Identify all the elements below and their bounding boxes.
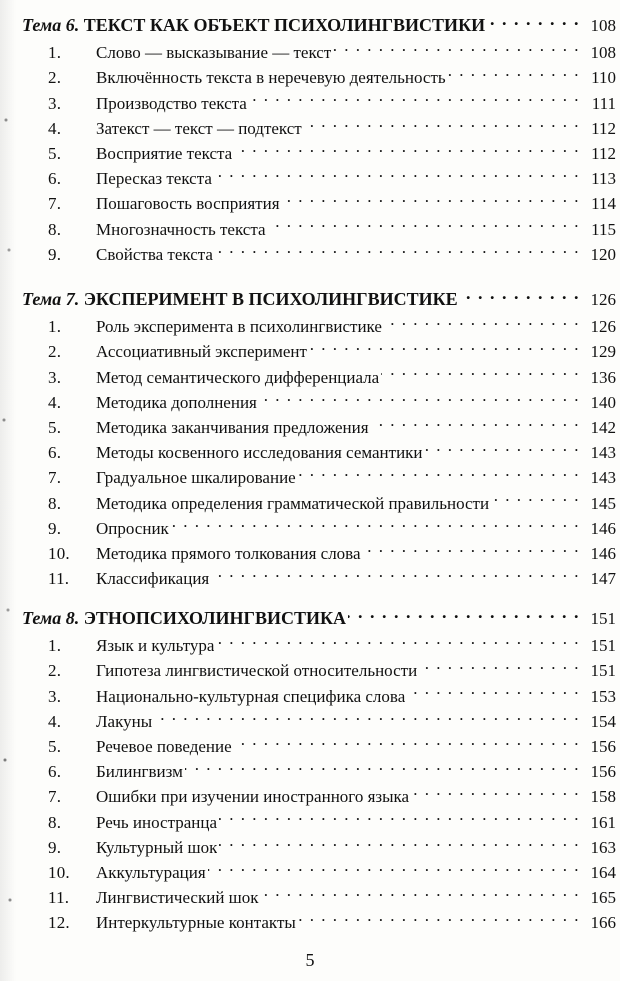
page-number: 142 [590,417,616,437]
entry-title: Восприятие текста [96,143,233,163]
leader-dots [304,109,580,134]
page-number: 108 [590,16,616,36]
page-number: 143 [590,468,616,488]
entry-title: Гипотеза лингвистической относительности [96,661,418,681]
page-number: 112 [591,143,616,163]
entry-number: 1. [48,636,62,656]
leader-dots [448,58,580,83]
leader-dots [216,626,580,651]
entry-title: Речь иностранца [96,812,217,832]
entry-title: Производство текста [96,93,247,113]
entry-title: Билингвизм [96,762,183,782]
page-number: 153 [590,686,616,706]
page-number: 156 [590,762,616,782]
leader-dots [282,184,580,209]
entry-number: 3. [48,93,62,113]
page-number: 140 [590,392,616,412]
entry-title: Методы косвенного исследования семантики [96,443,423,463]
leader-dots [259,383,580,408]
page-number: 145 [590,493,616,513]
page-number: 129 [590,342,616,362]
entry-title: Интеркультурные контакты [96,913,296,933]
entry-title: Лакуны [96,711,153,731]
entry-number: 6. [48,762,62,782]
page-number: 120 [590,244,616,264]
entry-title: Методика дополнения [96,392,257,412]
entry-number: 10. [48,862,70,882]
tema-title: ЭТНОПСИХОЛИНГВИСТИКА [83,608,347,629]
page-number: 108 [590,43,616,63]
entry-title: Пошаговость восприятия [96,194,280,214]
entry-number: 6. [48,169,62,189]
entry-number: 1. [48,43,62,63]
page-number: 110 [591,68,616,88]
entry-number: 5. [48,143,62,163]
toc-heading-tema-6[interactable] [22,6,620,36]
leader-dots [171,509,580,534]
page-number: 151 [590,609,616,629]
entry-number: 7. [48,787,62,807]
entry-number: 6. [48,443,62,463]
page-number: 143 [590,443,616,463]
leader-dots [211,559,580,584]
entry-title: Речевое поведение [96,736,232,756]
entry-number: 5. [48,417,62,437]
leader-dots [384,307,580,332]
page-number: 166 [590,913,616,933]
leader-dots [219,802,580,827]
entry-number: 8. [48,812,62,832]
entry-number: 3. [48,686,62,706]
entry-title: Многозначность текста [96,219,266,239]
entry-number: 9. [48,244,62,264]
entry-title: Культурный шок [96,837,218,857]
tema-title: ТЕКСТ КАК ОБЪЕКТ ПСИХОЛИНГВИСТИКИ [83,15,486,36]
leader-dots [268,209,580,234]
entry-number: 7. [48,468,62,488]
entry-number: 11. [48,888,70,908]
leader-dots [249,83,580,108]
entry-number: 11. [48,569,70,589]
entry-title: Затекст — текст — подтекст [96,118,302,138]
entry-number: 4. [48,118,62,138]
entry-number: 4. [48,711,62,731]
entry-number: 1. [48,317,62,337]
page-number: 146 [590,543,616,563]
entry-number: 9. [48,837,62,857]
page-number: 113 [591,169,616,189]
entry-title: Ошибки при изучении иностранного языка [96,787,410,807]
entry-title: Методика заканчивания предложения [96,417,369,437]
page-number: 126 [590,317,616,337]
page-number: 151 [590,636,616,656]
page-number: 154 [590,711,616,731]
entry-title: Ассоциативный эксперимент [96,342,307,362]
tema-title: ЭКСПЕРИМЕНТ В ПСИХОЛИНГВИСТИКЕ [83,289,458,310]
leader-dots [333,33,580,58]
page-number: 164 [590,862,616,882]
leader-dots [425,433,580,458]
entry-title: Роль эксперимента в психолингвистике [96,317,382,337]
leader-dots [348,599,580,624]
leader-dots [298,903,580,928]
leader-dots [215,235,580,260]
page-number: 161 [590,812,616,832]
entry-title: Лингвистический шок [96,888,259,908]
entry-title: Метод семантического дифференциала [96,367,380,387]
page-number: 136 [590,367,616,387]
page-number: 115 [591,219,616,239]
leader-dots [219,828,580,853]
leader-dots [234,134,580,159]
toc-section-tema-7 [22,280,620,589]
page-number: 111 [591,93,616,113]
page-number: 156 [590,736,616,756]
page-number: 112 [591,118,616,138]
entry-number: 8. [48,493,62,513]
entry-title: Классификация [96,569,210,589]
leader-dots [491,483,580,508]
entry-title: Градуальное шкалирование [96,468,296,488]
leader-dots [363,534,580,559]
leader-dots [460,280,580,305]
page-number: 147 [590,569,616,589]
toc-heading-tema-8[interactable] [22,599,620,629]
page-number: 146 [590,518,616,538]
entry-number: 8. [48,219,62,239]
leader-dots [185,752,580,777]
page-folio: 5 [305,950,315,970]
entry-title: Включённость текста в неречевую деятельность [96,68,446,88]
entry-title: Методика определения грамматической правильности [96,493,490,513]
leader-dots [298,458,580,483]
entry-number: 10. [48,543,70,563]
page-number: 163 [590,837,616,857]
page-number: 114 [591,194,616,214]
leader-dots [309,332,580,357]
entry-title: Свойства текста [96,244,213,264]
tema-label: Тема 7. [22,289,80,310]
toc-section-tema-6 [22,6,620,264]
entry-number: 2. [48,661,62,681]
entry-number: 2. [48,68,62,88]
entry-title: Язык и культура [96,636,215,656]
leader-dots [261,878,580,903]
leader-dots [381,357,580,382]
leader-dots [411,777,580,802]
page-number: 165 [590,888,616,908]
page-number: 126 [590,290,616,310]
page-number: 151 [590,661,616,681]
leader-dots [214,159,580,184]
entry-number: 7. [48,194,62,214]
leader-dots [487,6,580,31]
scan-edge-noise [0,0,16,981]
entry-number: 12. [48,913,70,933]
entry-title: Слово — высказывание — текст [96,43,332,63]
entry-number: 3. [48,367,62,387]
entry-title: Аккультурация [96,862,206,882]
leader-dots [407,676,580,701]
entry-title: Пересказ текста [96,169,212,189]
page-number: 158 [590,787,616,807]
entry-title: Национально-культурная специфика слова [96,686,406,706]
toc-heading-tema-7[interactable] [22,280,620,310]
tema-label: Тема 8. [22,608,80,629]
leader-dots [234,727,580,752]
leader-dots [419,651,580,676]
entry-title: Методика прямого толкования слова [96,543,361,563]
toc-section-tema-8 [22,599,620,933]
leader-dots [154,702,580,727]
entry-number: 4. [48,392,62,412]
leader-dots [371,408,580,433]
tema-label: Тема 6. [22,15,80,36]
leader-dots [208,853,580,878]
entry-number: 9. [48,518,62,538]
entry-number: 5. [48,736,62,756]
entry-number: 2. [48,342,62,362]
entry-title: Опросник [96,518,169,538]
